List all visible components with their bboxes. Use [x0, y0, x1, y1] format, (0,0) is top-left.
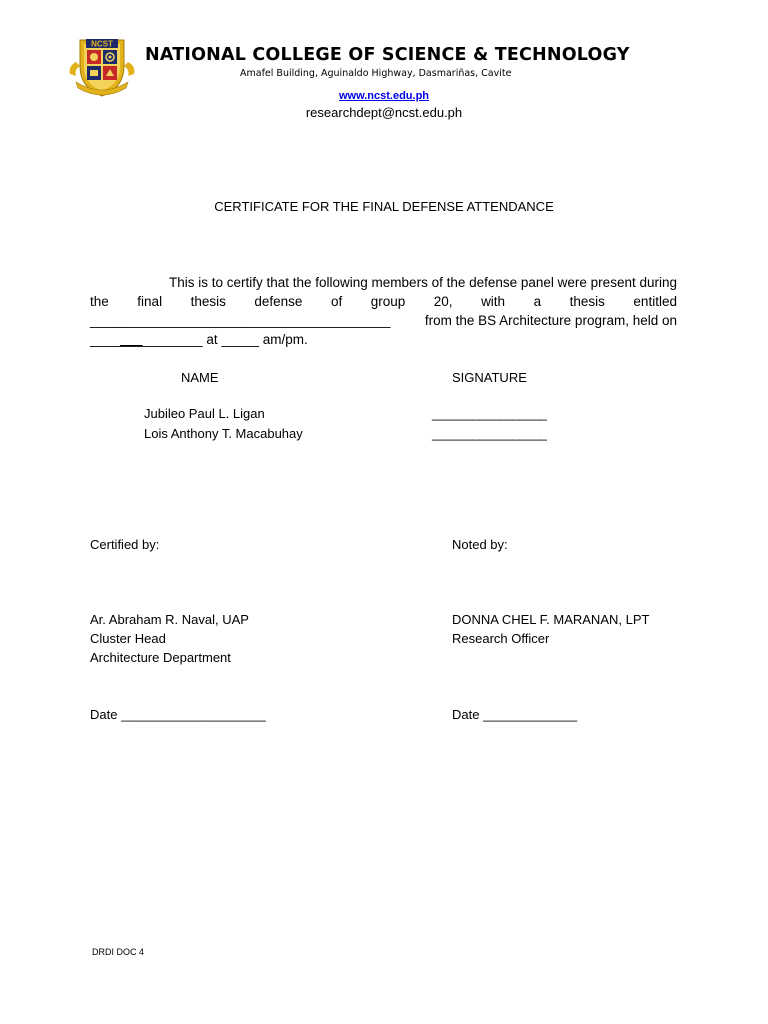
- certificate-body: [90, 273, 677, 349]
- body-line-1: This is to certify that the following members of the defense panel were present during: [168, 275, 677, 290]
- date-line: ____________________: [121, 707, 266, 722]
- noter-date: Date _____________: [452, 707, 578, 722]
- name-column-header: NAME: [181, 370, 219, 385]
- institution-address: Amafel Building, Aguinaldo Highway, Dasmariñas, Cavite: [240, 68, 512, 79]
- institution-seal-logo: [66, 36, 138, 98]
- thesis-title-blank: ________________________________________: [90, 313, 391, 328]
- body-line-4: _______________ at _____ am/pm.: [90, 332, 308, 347]
- body-line-2: the final thesis defense of group 20, with a thesis entitled: [90, 294, 677, 309]
- certifier-date: Date ____________________: [90, 707, 266, 722]
- panel-member-name: Jubileo Paul L. Ligan: [144, 406, 265, 421]
- signature-line: _________________: [432, 406, 547, 421]
- time-blank: _____: [221, 332, 259, 347]
- logo-lettering: NCST: [91, 39, 113, 49]
- body-line-3: ________________________________________ from the BS Architecture program, held on: [90, 313, 677, 328]
- date-line: _____________: [483, 707, 578, 722]
- signature-column-header: SIGNATURE: [452, 370, 527, 385]
- noter-name: DONNA CHEL F. MARANAN, LPT: [452, 612, 650, 627]
- panel-member-name: Lois Anthony T. Macabuhay: [144, 426, 303, 441]
- certificate-title: CERTIFICATE FOR THE FINAL DEFENSE ATTENDANCE: [214, 199, 554, 214]
- certifier-department: Architecture Department: [90, 650, 231, 665]
- department-email: researchdept@ncst.edu.ph: [305, 105, 463, 120]
- date-blank: _______________: [90, 332, 203, 347]
- certifier-position: Cluster Head: [90, 631, 166, 646]
- document-code: DRDI DOC 4: [92, 947, 145, 957]
- noted-by-label: Noted by:: [452, 537, 508, 552]
- signature-line: _________________: [432, 426, 547, 441]
- certifier-name: Ar. Abraham R. Naval, UAP: [90, 612, 249, 627]
- certified-by-label: Certified by:: [90, 537, 160, 552]
- noter-position: Research Officer: [452, 631, 550, 646]
- website-link[interactable]: www.ncst.edu.ph: [338, 90, 430, 102]
- institution-name: NATIONAL COLLEGE OF SCIENCE & TECHNOLOGY: [145, 45, 630, 65]
